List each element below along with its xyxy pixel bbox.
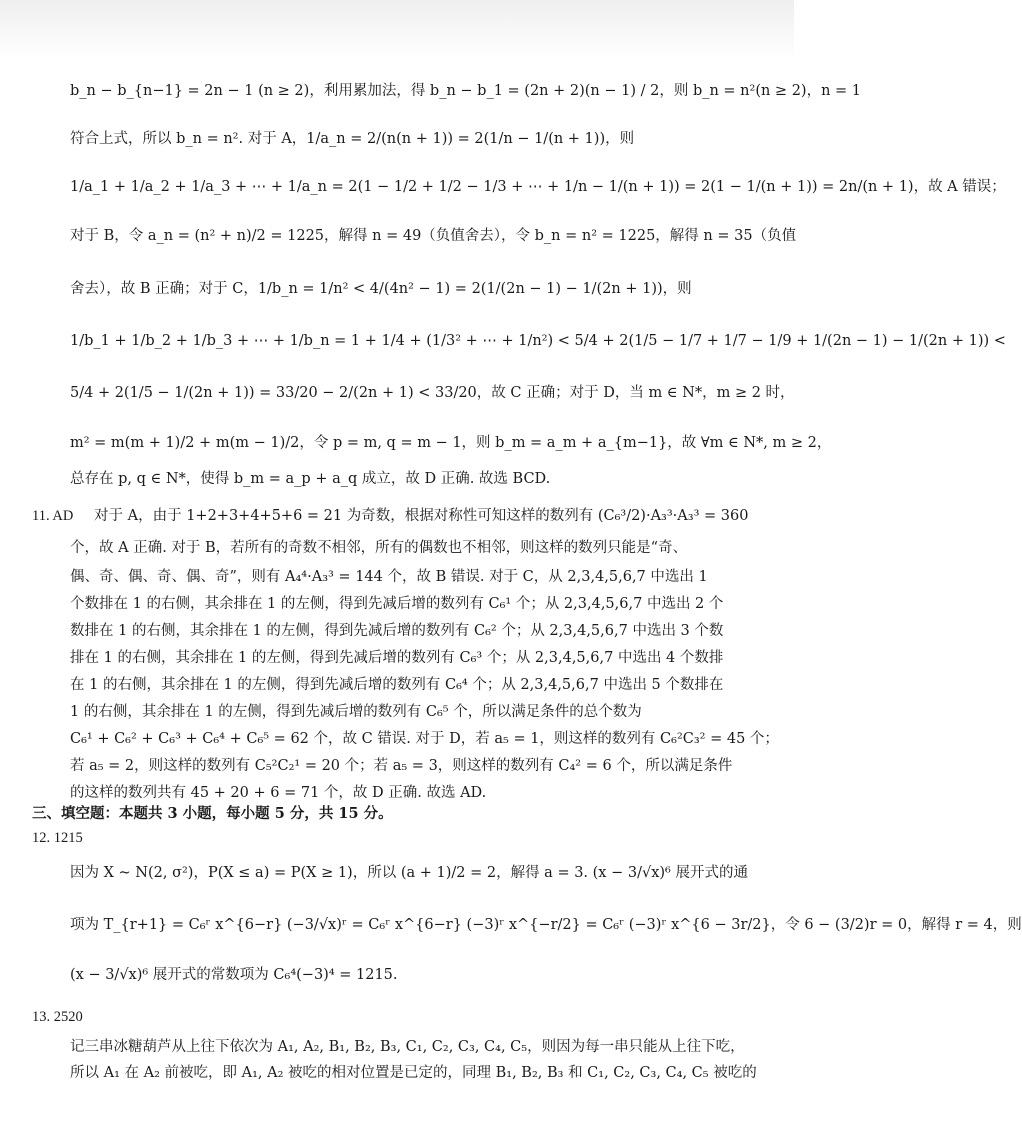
q12-line-3: (x − 3/√x)⁶ 展开式的常数项为 C₆⁴(−3)⁴ = 1215.	[70, 967, 398, 983]
q10-line-1: b_n − b_{n−1} = 2n − 1 (n ≥ 2)，利用累加法，得 b_n − b_1 = (2n + 2)(n − 1) / 2，则 b_n = n²(n ≥ 2)，n = 1	[70, 83, 862, 99]
q12-number	[32, 827, 83, 849]
q10-line-7: 5/4 + 2(1/5 − 1/(2n + 1)) = 33/20 − 2/(2n + 1) < 33/20，故 C 正确；对于 D，当 m ∈ N*，m ≥ 2 时，	[70, 385, 795, 401]
q12-line-2: 项为 T_{r+1} = C₆ʳ x^{6−r} (−3/√x)ʳ = C₆ʳ x^{6−r} (−3)ʳ x^{−r/2} = C₆ʳ (−3)ʳ x^{6 − 3r/2}，令 6 − (3/2)r = 0，解得 r = 4，则	[70, 917, 1022, 933]
q13-number	[32, 1006, 83, 1028]
q13-line-1: 记三串冰糖葫芦从上往下依次为 A₁, A₂, B₁, B₂, B₃, C₁, C₂, C₃, C₄, C₅，则因为每一串只能从上往下吃，	[70, 1039, 745, 1055]
scan-shading	[0, 0, 794, 60]
q10-line-4: 对于 B，令 a_n = (n² + n)/2 = 1225，解得 n = 49（负值舍去），令 b_n = n² = 1225，解得 n = 35（负值	[70, 228, 797, 244]
q11-line-5: 数排在 1 的右侧，其余排在 1 的左侧，得到先减后增的数列有 C₆² 个；从 2,3,4,5,6,7 中选出 3 个数	[70, 623, 724, 639]
q12-line-1: 因为 X ~ N(2, σ²)，P(X ≤ a) = P(X ≥ 1)，所以 (a + 1)/2 = 2，解得 a = 3. (x − 3/√x)⁶ 展开式的通	[70, 865, 748, 881]
q11-number-label: 11.	[32, 508, 50, 524]
q10-line-5: 舍去），故 B 正确；对于 C，1/b_n = 1/n² < 4/(4n² − 1) = 2(1/(2n − 1) − 1/(2n + 1))，则	[70, 281, 692, 297]
q10-line-3: 1/a_1 + 1/a_2 + 1/a_3 + ⋯ + 1/a_n = 2(1 − 1/2 + 1/2 − 1/3 + ⋯ + 1/n − 1/(n + 1)) = 2(1 − 1/(n + 1)) = 2n/(n + 1)，故 A 错误；	[70, 179, 1006, 195]
q10-line-8: m² = m(m + 1)/2 + m(m − 1)/2，令 p = m, q = m − 1，则 b_m = a_m + a_{m−1}，故 ∀m ∈ N*, m ≥ 2，	[70, 435, 832, 451]
q13-line-2: 所以 A₁ 在 A₂ 前被吃，即 A₁, A₂ 被吃的相对位置是已定的，同理 B₁, B₂, B₃ 和 C₁, C₂, C₃, C₄, C₅ 被吃的	[70, 1065, 757, 1081]
q11-line-9: C₆¹ + C₆² + C₆³ + C₆⁴ + C₆⁵ = 62 个，故 C 错误. 对于 D，若 a₅ = 1，则这样的数列有 C₆²C₃² = 45 个；	[70, 731, 779, 747]
q11-line-6: 排在 1 的右侧，其余排在 1 的左侧，得到先减后增的数列有 C₆³ 个；从 2,3,4,5,6,7 中选出 4 个数排	[70, 650, 724, 666]
q11-line-7: 在 1 的右侧，其余排在 1 的左侧，得到先减后增的数列有 C₆⁴ 个；从 2,3,4,5,6,7 中选出 5 个数排在	[70, 677, 724, 693]
q12-number-label: 12.	[32, 830, 51, 846]
q10-line-6: 1/b_1 + 1/b_2 + 1/b_3 + ⋯ + 1/b_n = 1 + 1/4 + (1/3² + ⋯ + 1/n²) < 5/4 + 2(1/5 − 1/7 + 1/7 − 1/9 + 1/(2n − 1) − 1/(2n + 1)) <	[70, 333, 1006, 349]
section-3-title: 三、填空题：本题共 3 小题，每小题 5 分，共 15 分。	[32, 805, 393, 822]
q11-line-3: 偶、奇、偶、奇、偶、奇”，则有 A₄⁴·A₃³ = 144 个，故 B 错误. 对于 C，从 2,3,4,5,6,7 中选出 1	[70, 569, 708, 585]
q10-line-9: 总存在 p, q ∈ N*，使得 b_m = a_p + a_q 成立，故 D 正确. 故选 BCD.	[70, 471, 551, 487]
q13-number-label: 13.	[32, 1009, 51, 1025]
q11-line-8: 1 的右侧，其余排在 1 的左侧，得到先减后增的数列有 C₆⁵ 个，所以满足条件的总个数为	[70, 704, 642, 720]
q10-line-2: 符合上式，所以 b_n = n². 对于 A，1/a_n = 2/(n(n + 1)) = 2(1/n − 1/(n + 1))，则	[70, 131, 635, 147]
q11-number	[32, 505, 73, 527]
q12-answer: 1215	[53, 830, 83, 846]
q11-line-1: 对于 A，由于 1+2+3+4+5+6 = 21 为奇数，根据对称性可知这样的数列有 (C₆³/2)·A₃³·A₃³ = 360	[94, 508, 749, 524]
q11-line-2: 个，故 A 正确. 对于 B，若所有的奇数不相邻，所有的偶数也不相邻，则这样的数列只能是“奇、	[70, 540, 688, 556]
q11-answer: AD	[52, 508, 74, 524]
q11-line-11: 的这样的数列共有 45 + 20 + 6 = 71 个，故 D 正确. 故选 AD.	[70, 785, 487, 801]
q13-answer: 2520	[53, 1009, 83, 1025]
q11-line-10: 若 a₅ = 2，则这样的数列有 C₅²C₂¹ = 20 个；若 a₅ = 3，则这样的数列有 C₄² = 6 个，所以满足条件	[70, 758, 733, 774]
q11-line-4: 个数排在 1 的右侧，其余排在 1 的左侧，得到先减后增的数列有 C₆¹ 个；从 2,3,4,5,6,7 中选出 2 个	[70, 596, 724, 612]
